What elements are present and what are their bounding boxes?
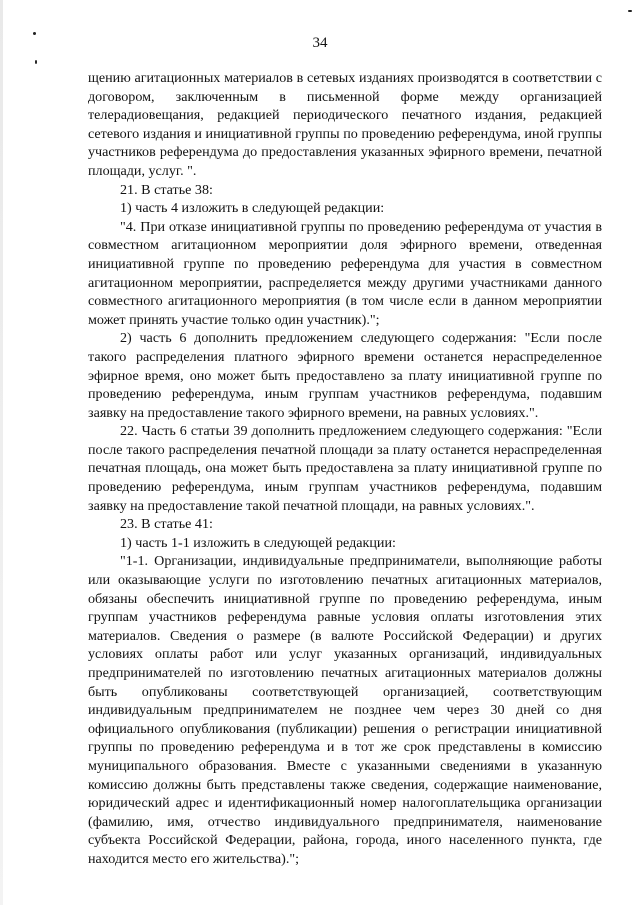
paragraph-item-1-part-1-1: 1) часть 1-1 изложить в следующей редакции: [120,534,396,551]
scan-speck [628,10,632,12]
paragraph-article-22: 22. Часть 6 статьи 39 дополнить предложением следующего содержания: "Если после такого распределения печатной площади за плату останется нераспределенная печатная площадь, она может быть предоставлена за плату инициативной группе по проведению референдума, иным группам участников референдума, подавшим заявку на предоставление такой печатной площади, на равных условиях.". [88,423,602,514]
paragraph-article-21-heading: 21. В статье 38: [120,181,213,198]
paragraph-item-1: 1) часть 4 изложить в следующей редакции: [120,200,385,217]
scan-speck [35,60,37,64]
paragraph-part-4-text: "4. При отказе инициативной группы по проведению референдума от участия в совместном агитационном мероприятии доля эфирного времени, отведенная инициативной группе по проведению референдума для участия в совместном агитационном мероприятии, распределяется между другими участниками данного совместного агитационного мероприятия (в том числе если в данном мероприятии может принять участие только один участник)."; [88,218,602,328]
paragraph-continuation: щению агитационных материалов в сетевых изданиях производятся в соответствии с договором, заключенным в письменной форме между организацией телерадиовещания, редакцией периодического печатного издания, редакцией сетевого издания и инициативной группы по проведению референдума, иной группы участников референдума до предоставления указанных эфирного времени, печатной площади, услуг. ". [88,70,602,179]
page-edge-shadow [0,0,3,905]
document-body [88,69,602,869]
paragraph-article-23-heading: 23. В статье 41: [120,516,213,533]
paragraph-item-2: 2) часть 6 дополнить предложением следующего содержания: "Если после такого распределения платного эфирного времени останется нераспределенное эфирное время, оно может быть предоставлено за плату инициативной группе по проведению референдума, иным группам участников референдума, подавшим заявку на предоставление такого эфирного времени, на равных условиях.". [88,330,602,421]
paragraph-part-1-1-text: "1-1. Организации, индивидуальные предприниматели, выполняющие работы или оказывающие услуги по изготовлению печатных агитационных материалов, обязаны обеспечить инициативной группе по проведению референдума, иным группам участников референдума равные условия оплаты изготовления этих материалов. Сведения о размере (в валюте Российской Федерации) и других условиях оплаты работ или услуг указанных организаций, индивидуальных предпринимателей по изготовлению печатных агитационных материалов должны быть опубликованы соответствующей организацией, соответствующим индивидуальным предпринимателем не позднее чем через 30 дней со дня официального опубликования (публикации) решения о регистрации инициативной группы по проведению референдума и в тот же срок представлены в комиссию муниципального образования. Вместе с указанными сведениями в указанную комиссию должны быть представлены также сведения, содержащие наименование, юридический адрес и идентификационный номер налогоплательщика организации (фамилию, имя, отчество индивидуального предпринимателя, наименование субъекта Российской Федерации, района, города, иного населенного пункта, где находится место его жительства)."; [88,553,602,867]
page-number: 34 [312,35,328,51]
